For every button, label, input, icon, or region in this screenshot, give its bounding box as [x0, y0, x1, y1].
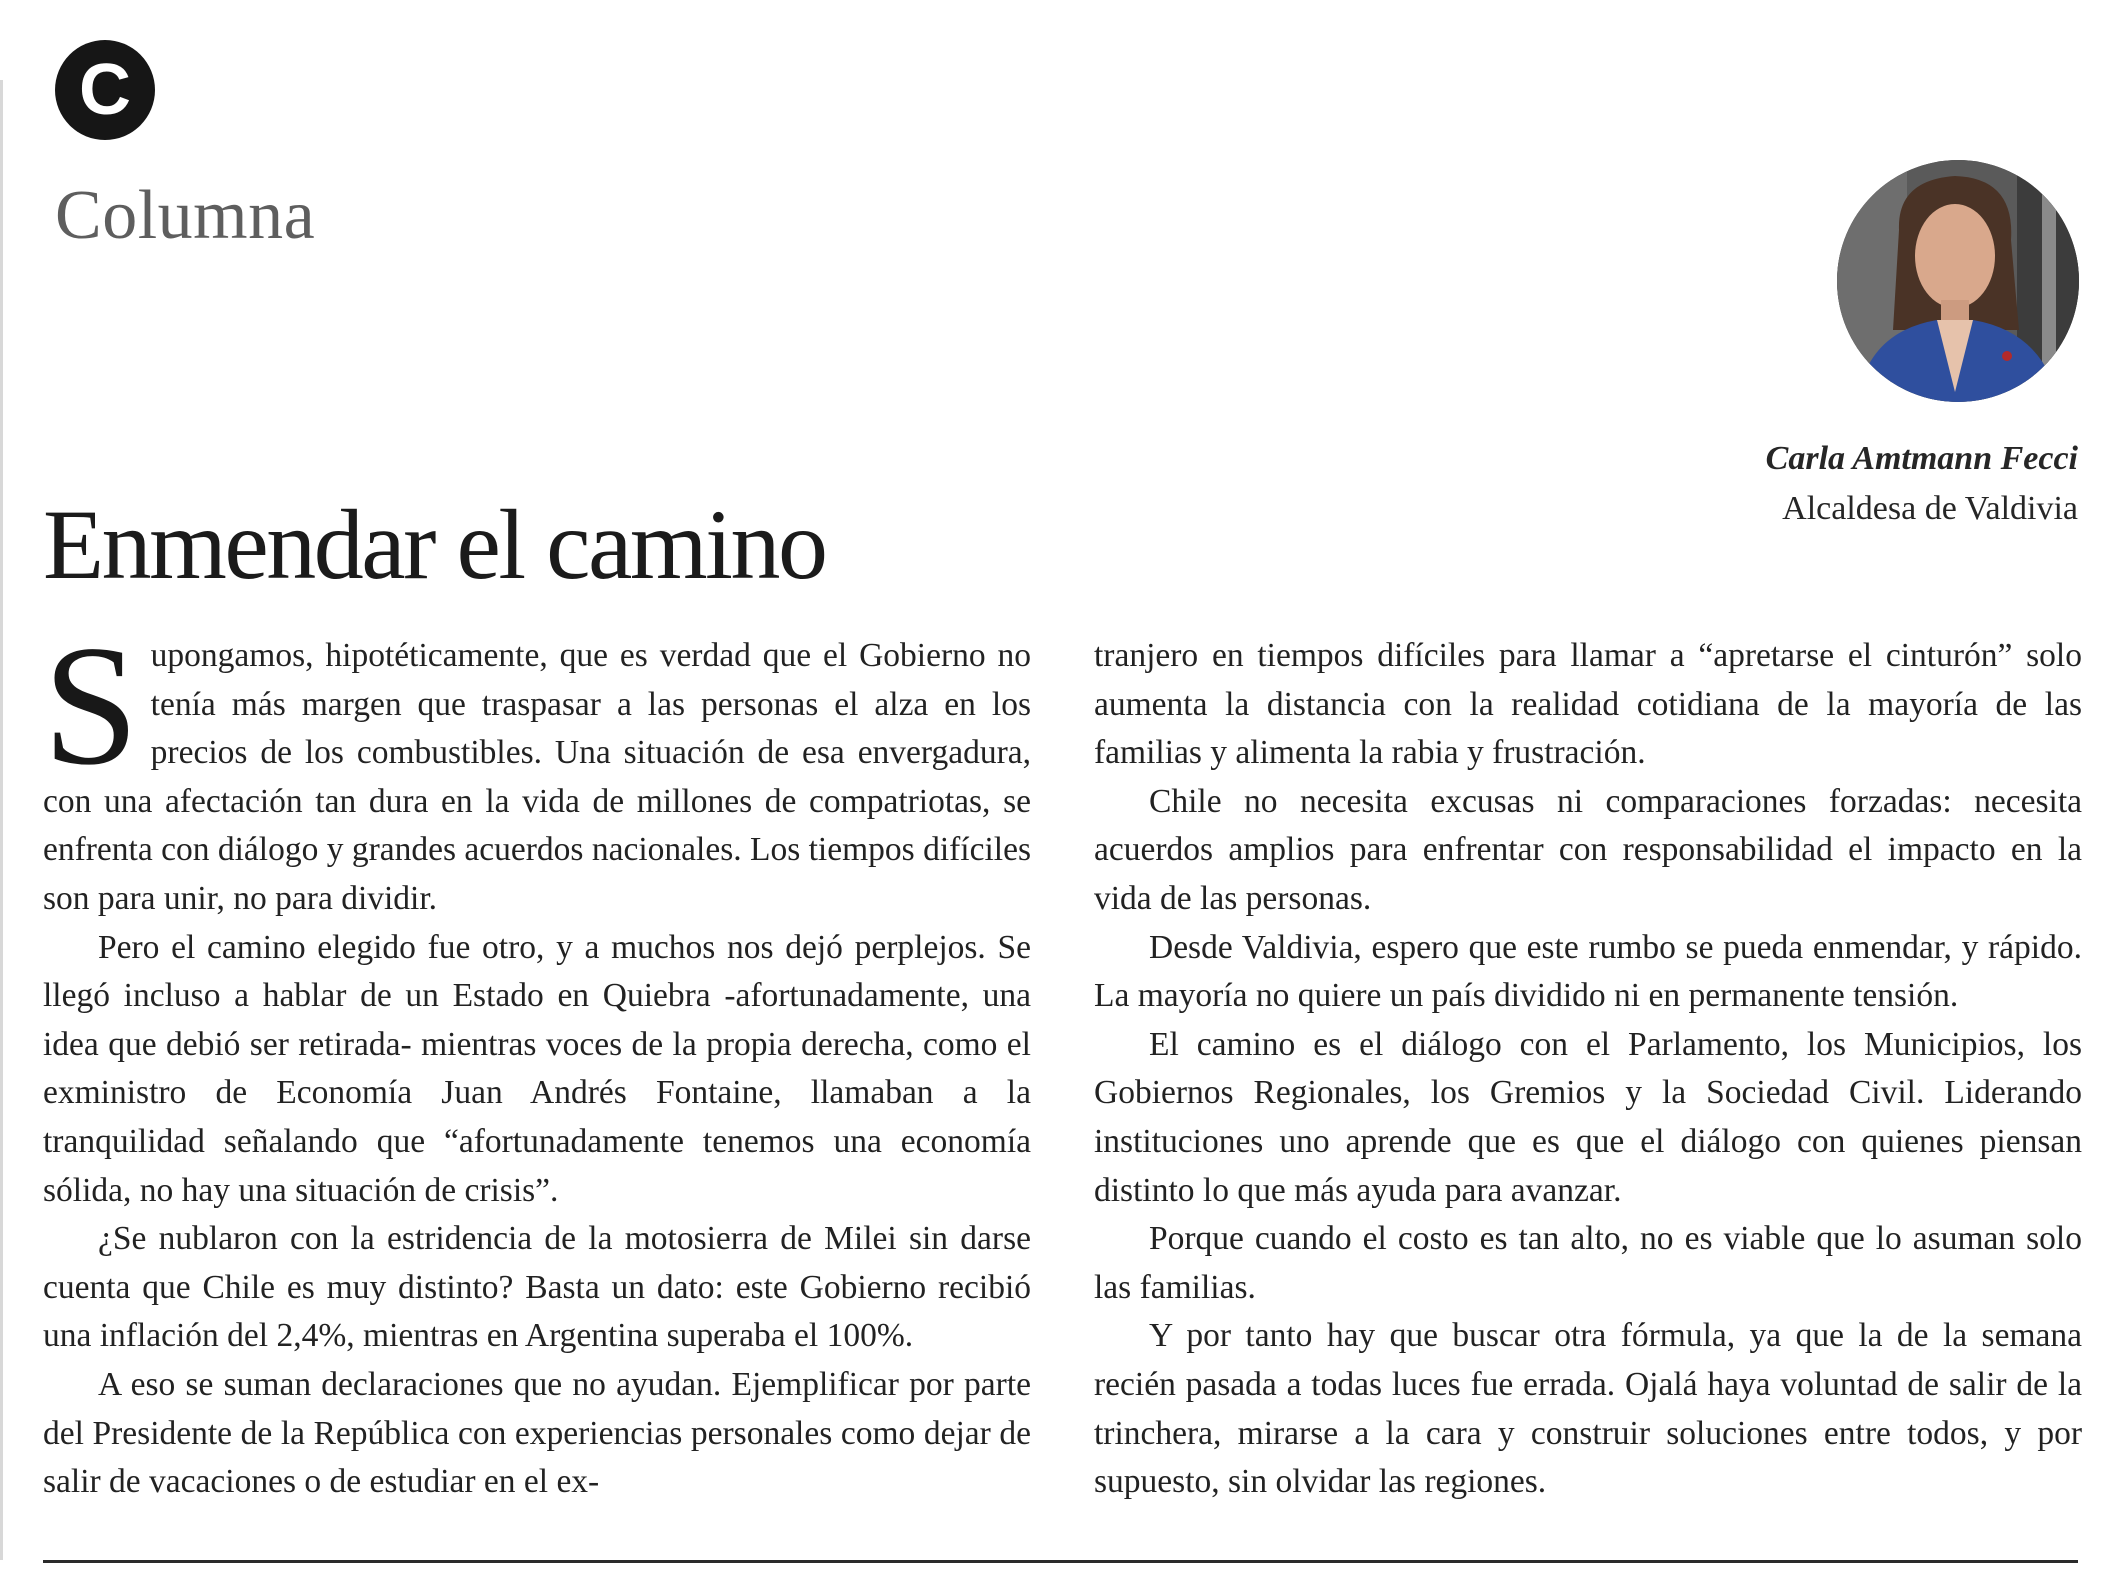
bottom-divider — [43, 1560, 2078, 1563]
section-badge-icon: C — [55, 40, 155, 140]
article-paragraph: Porque cuando el costo es tan alto, no es viable que lo asuman solo las familias. — [1094, 1220, 2082, 1306]
article-column-left — [43, 611, 1031, 1507]
author-portrait — [1837, 160, 2079, 402]
page-edge-rule — [0, 80, 3, 1560]
article-paragraph — [43, 611, 1031, 924]
paragraph-text: upongamos, hipotéticamente, que es verdad que el Gobierno no tenía más margen que traspasar a las personas el alza en los precios de los combustibles. Una situación de esa envergadura, con una afectación tan dura en la vida de millones de compatriotas, se enfrenta con diálogo y grandes acuerdos nacionales. Los tiempos difíciles son para unir, no para dividir. — [43, 637, 1031, 917]
article-paragraph: Y por tanto hay que buscar otra fórmula, ya que la de la semana recién pasada a todas luces fue errada. Ojalá haya voluntad de salir de la trinchera, mirarse a la cara y construir soluciones entre todos, y por supuesto, sin olvidar las regiones. — [1094, 1317, 2082, 1501]
drop-cap: S — [43, 611, 139, 801]
author-photo-illustration — [1837, 160, 2079, 402]
article-paragraph: Desde Valdivia, espero que este rumbo se pueda enmendar, y rápido. La mayoría no quiere un país dividido ni en permanente tensión. — [1094, 928, 2082, 1015]
article-column-right — [1094, 632, 2082, 1507]
article-paragraph: A eso se suman declaraciones que no ayudan. Ejemplificar por parte del Presidente de la República con experiencias personales como dejar de salir de vacaciones o de estudiar en el ex- — [43, 1365, 1031, 1501]
article-paragraph: Chile no necesita excusas ni comparaciones forzadas: necesita acuerdos amplios para enfrentar con responsabilidad el impacto en la vida de las personas. — [1094, 782, 2082, 917]
article-paragraph: tranjero en tiempos difíciles para llamar a “apretarse el cinturón” solo aumenta la distancia con la realidad cotidiana de la mayoría de las familias y alimenta la rabia y frustración. — [1094, 637, 2082, 772]
article-paragraph: ¿Se nublaron con la estridencia de la motosierra de Milei sin darse cuenta que Chile es muy distinto? Basta un dato: este Gobierno recibió una inflación del 2,4%, mientras en Argentina superaba el 100%. — [43, 1220, 1031, 1355]
author-name: Carla Amtmann Fecci — [1765, 440, 2078, 477]
section-label: Columna — [55, 177, 316, 254]
author-role: Alcaldesa de Valdivia — [1782, 490, 2078, 527]
headline: Enmendar el camino — [43, 489, 826, 600]
article-paragraph: El camino es el diálogo con el Parlamento, los Municipios, los Gobiernos Regionales, los Gremios y la Sociedad Civil. Liderando instituciones uno aprende que es que el diálogo con quienes piensan distinto lo que más ayuda para avanzar. — [1094, 1025, 2082, 1209]
article-paragraph: Pero el camino elegido fue otro, y a muchos nos dejó perplejos. Se llegó incluso a hablar de un Estado en Quiebra -afortunadamente, una idea que debió ser retirada- mientras voces de la propia derecha, como el exministro de Economía Juan Andrés Fontaine, llamaban a la tranquilidad señalando que “afortunadamente tenemos una economía sólida, no hay una situación de crisis”. — [43, 928, 1031, 1209]
